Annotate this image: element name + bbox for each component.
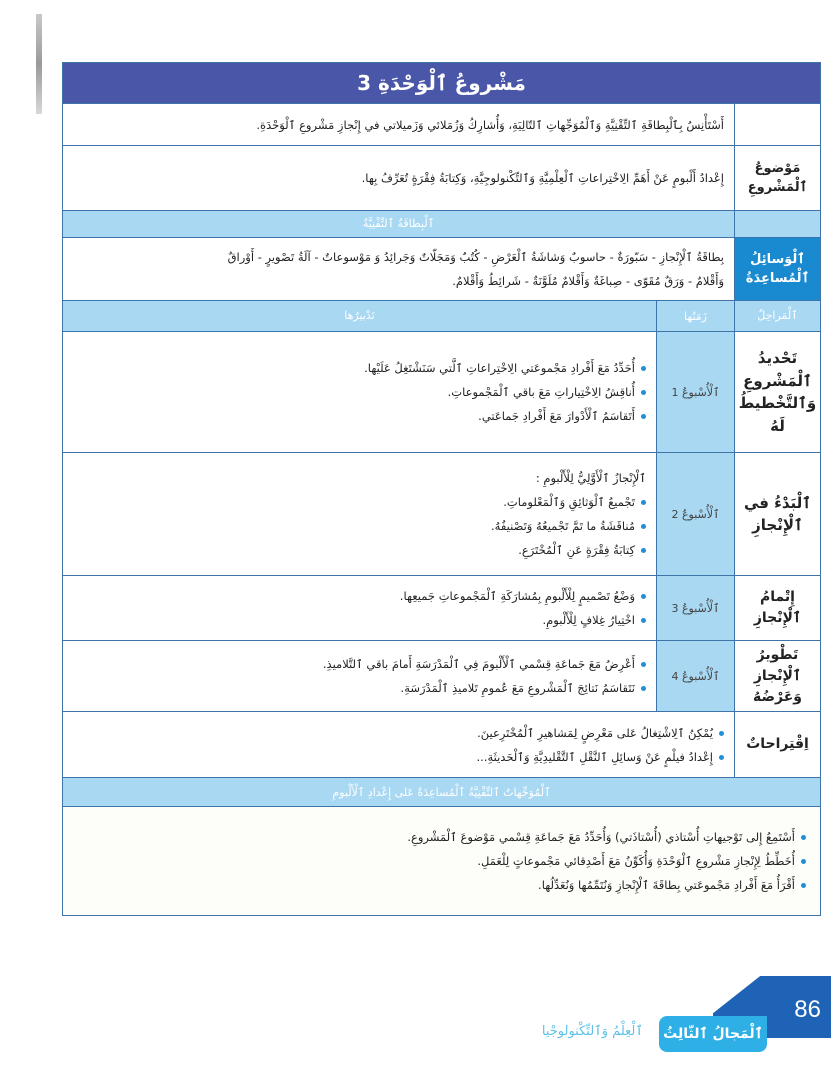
tools-text [63, 238, 734, 300]
header-stages: ٱلْمَراحِلُ [734, 301, 820, 331]
page-number: 86 [794, 996, 821, 1023]
intro-line: أَسْتَأْنِسُ بِٱلْبِطاقَةِ ٱلتِّقْنِيَّةِ وَٱلْمُوَجِّهاتِ ٱلتّالِيَةِ، وَأُشارِكُ وَزُمَلائي وَزَميلاتي في إِنْجازِ مَشْروعِ ٱلْوَحْدَةِ. [256, 117, 724, 132]
topic-line: إِعْدادُ أَلْبومٍ عَنْ أَهَمِّ الِاخْتِراعاتِ ٱلْعِلْمِيَّةِ وَٱلتِّكْنولوجِيَّةِ، وَكِتابَةُ فِقْرَةٍ تُعَرِّفُ بِها. [361, 171, 724, 185]
header-time: زَمَنُها [656, 301, 734, 331]
suggestion-item: يُمْكِنُ ٱلِاشْتِغالُ عَلى مَعْرِضٍ لِمَشاهيرِ ٱلْمُخْتَرِعينَ. [73, 721, 724, 745]
plan-item: وَضْعُ تَصْميمٍ لِلْأَلْبومِ بِمُشارَكَةِ ٱلْمَجْموعاتِ جَميعِها. [73, 584, 646, 608]
plan-item: أُناقِشُ الِاخْتِياراتِ مَعَ باقي ٱلْمَجْموعاتِ. [73, 380, 646, 404]
guideline-item: أَقْرَأُ مَعَ أَفْرادِ مَجْموعَتي بِطاقَةَ ٱلْإِنْجازِ وَنُتَمِّمُها وَنُعَدِّلُها. [73, 873, 806, 897]
suggestions-label: اِقْتِراحاتٌ [734, 712, 820, 777]
topic-label: مَوْضوعُ ٱلْمَشْروعِ [734, 146, 820, 210]
page-binding-strip [36, 14, 42, 114]
tools-row [63, 238, 820, 301]
plan-item: أَعْرِضُ مَعَ جَماعَةِ قِسْمي ٱلْأَلْبومَ فِي ٱلْمَدْرَسَةِ أَمامَ باقي ٱلتَّلاميذِ. [73, 652, 646, 676]
guidelines-list [63, 807, 820, 915]
stage-row [63, 576, 820, 641]
plan-item: تَجْميعُ ٱلْوَثائِقِ وَٱلْمَعْلوماتِ. [73, 490, 646, 514]
stage-label: تَحْديدُ ٱلْمَشْروعِ وَٱلتَّخْطيطُ لَهُ [734, 332, 820, 452]
stage-week: ٱلْأُسْبوعُ 3 [656, 576, 734, 640]
stage-plan [63, 641, 656, 711]
guidelines-title: ٱلْمُوَجِّهاتُ ٱلتِّقْنِيَّةُ ٱلْمُساعِدَةُ عَلى إِعْدادِ ٱلْأَلْبومِ [332, 785, 551, 799]
plan-item: كِتابَةُ فِقْرَةٍ عَنِ ٱلْمُخْتَرَعِ. [73, 538, 646, 562]
topic-row [63, 146, 820, 211]
domain-name: ٱلْعِلْمُ وَٱلتِّكْنولوجْيا [541, 1024, 643, 1039]
domain-label: ٱلْمَجالُ ٱلثّالِثُ [659, 1016, 767, 1052]
stages-header-row [63, 301, 820, 332]
page-footer [0, 970, 839, 1089]
stage-label: إِتْمامُ ٱلْإِنْجازِ [734, 576, 820, 640]
stage-week: ٱلْأُسْبوعُ 2 [656, 453, 734, 575]
card-band-label-cell [734, 211, 820, 237]
plan-item: أَتَقاسَمُ ٱلْأَدْوارَ مَعَ أَفْرادِ جَماعَتي. [73, 404, 646, 428]
project-sheet [62, 62, 821, 916]
stage-row [63, 453, 820, 576]
intro-text [63, 104, 734, 145]
suggestions-list [63, 712, 734, 777]
suggestions-row [63, 712, 820, 778]
guidelines-band [63, 778, 820, 807]
plan-item: أُحَدِّدُ مَعَ أَفْرادِ مَجْموعَتي الِاخْتِراعاتِ ٱلَّتي سَنَشْتَغِلُ عَلَيْها. [73, 356, 646, 380]
plan-item: نَتَقاسَمُ نَتائِجَ ٱلْمَشْروعِ مَعَ عُمومِ تَلاميذِ ٱلْمَدْرَسَةِ. [73, 676, 646, 700]
stage-label: ٱلْبَدْءُ في ٱلْإِنْجازِ [734, 453, 820, 575]
stage-plan [63, 332, 656, 452]
page-title: مَشْروعُ ٱلْوَحْدَةِ 3 [63, 63, 820, 104]
intro-row [63, 104, 820, 146]
plan-item: اخْتِيارُ غِلافٍ لِلْأَلْبومِ. [73, 608, 646, 632]
tools-line: بِطاقَةُ ٱلْإِنْجازِ - سَبّورَةٌ - حاسوبٌ وَشاشَةُ ٱلْعَرْضِ - كُتُبٌ وَمَجَلّاتٌ وَجَرائِدُ وَ مَوْسوعاتٌ - آلَةُ تَصْويرٍ - أَوْراقٌ [227, 250, 724, 264]
guideline-item: أُخَطِّطُ لِإِنْجازِ مَشْروعِ ٱلْوَحْدَةِ وَأُكَوِّنُ مَعَ أَصْدِقائي مَجْموعاتٍ لِلْعَمَلِ. [73, 849, 806, 873]
header-plan: تَدْبيرُها [63, 301, 656, 331]
plan-intro: ٱلْإِنْجازُ ٱلْأَوَّلِيُّ لِلْأَلْبومِ : [535, 471, 646, 485]
plan-item: مُناقَشَةُ ما تَمَّ تَجْميعُهُ وَتَصْنيفُهُ. [73, 514, 646, 538]
stage-plan [63, 576, 656, 640]
stage-row [63, 332, 820, 453]
topic-text [63, 146, 734, 210]
tools-line: وَأَقْلامٌ - وَرَقٌ مُقَوّى - صِباغَةٌ وَأَقْلامٌ مُلَوَّنَةٌ - شَرائِطُ وَأَقْلامٌ. [452, 274, 724, 288]
stage-week: ٱلْأُسْبوعُ 4 [656, 641, 734, 711]
stage-week: ٱلْأُسْبوعُ 1 [656, 332, 734, 452]
technical-card-band [63, 211, 820, 238]
intro-label-cell [734, 104, 820, 145]
guideline-item: أَسْتَمِعُ إِلى تَوْجيهاتِ أُسْتاذي (أُسْتاذَتي) وَأُحَدِّدُ مَعَ جَماعَةِ قِسْمي مَوْضوعَ ٱلْمَشْروعِ. [73, 825, 806, 849]
guidelines-row [63, 807, 820, 915]
technical-card-title: ٱلْبِطاقَةُ ٱلتِّقْنِيَّةُ [63, 211, 734, 237]
stage-plan [63, 453, 656, 575]
tools-label: ٱلْوَسائِلُ ٱلْمُساعِدَةُ [734, 238, 820, 300]
suggestion-item: إِعْدادُ فيلْمٍ عَنْ وَسائِلِ ٱلنَّقْلِ ٱلتَّقْليدِيَّةِ وَٱلْحَديثَةِ... [73, 745, 724, 769]
stage-label: تَطْويرُ ٱلْإِنْجازِ وَعَرْضُهُ [734, 641, 820, 711]
stage-row [63, 641, 820, 712]
